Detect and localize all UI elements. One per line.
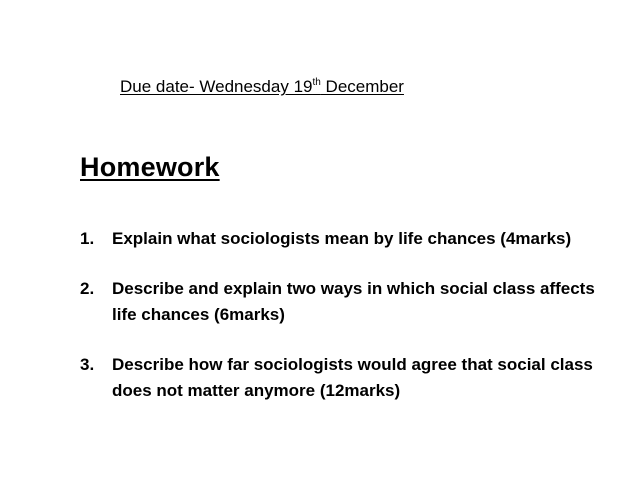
homework-task-list (80, 226, 600, 428)
task-text: Describe how far sociologists would agree that social class does not matter anymore (12marks) (112, 355, 593, 400)
list-item (80, 276, 600, 328)
task-number: 3. (80, 355, 95, 374)
due-date-month: December (320, 77, 404, 96)
list-item (80, 226, 600, 252)
due-date-prefix: Due date- Wednesday 19 (120, 77, 313, 96)
task-number: 1. (80, 229, 95, 248)
task-number: 2. (80, 279, 95, 298)
task-text: Explain what sociologists mean by life chances (4marks) (112, 229, 572, 248)
task-text: Describe and explain two ways in which social class affects life chances (6marks) (112, 279, 595, 324)
list-item (80, 352, 600, 404)
due-date-ordinal-suffix: th (312, 77, 321, 88)
due-date (120, 76, 404, 98)
page-title: Homework (80, 152, 220, 182)
